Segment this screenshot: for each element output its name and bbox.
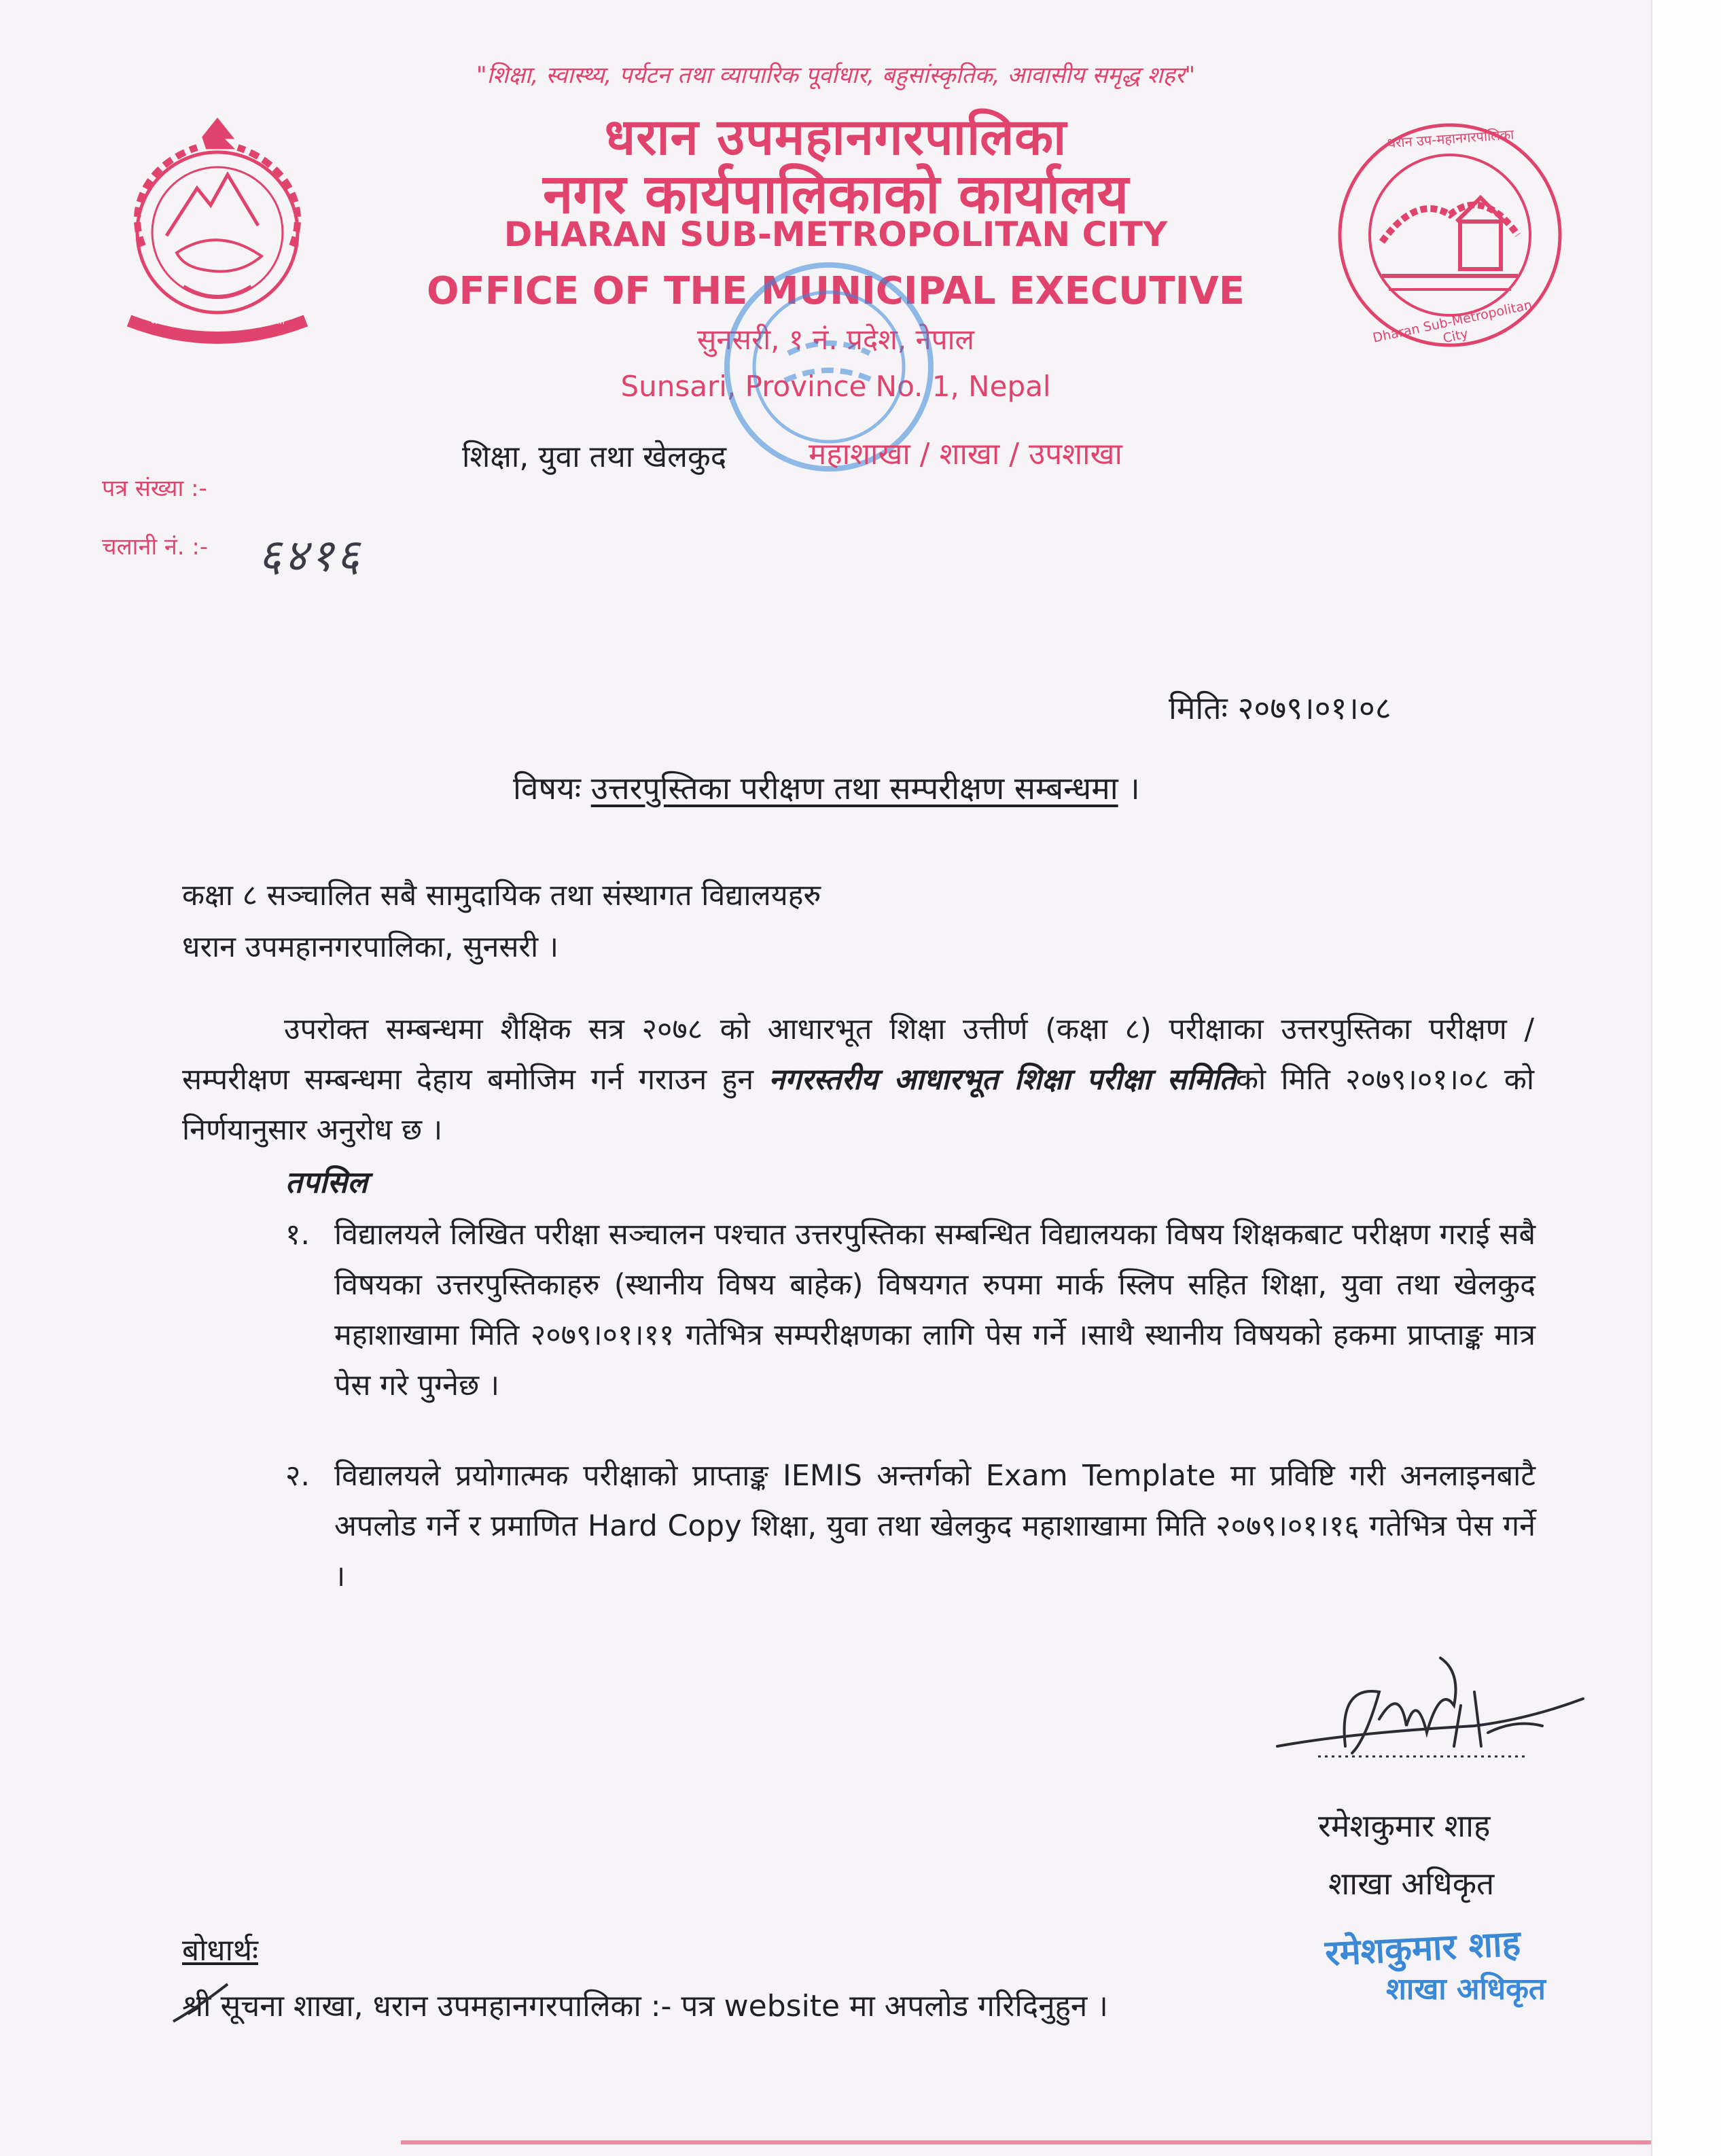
handwritten-signature-icon — [1271, 1644, 1597, 1780]
letterhead-title-np-1: धरान उपमहानगरपालिका — [604, 108, 1067, 166]
list-item-number: १. — [285, 1218, 311, 1252]
list-item — [285, 1209, 1536, 1411]
department-suffix: महाशाखा / शाखा / उपशाखा — [809, 437, 1122, 472]
body-emphasis: नगरस्तरीय आधारभूत शिक्षा परीक्षा समिति — [768, 1063, 1236, 1097]
subject-label: विषयः — [513, 770, 582, 807]
footer-rule — [401, 2140, 1651, 2144]
name-stamp: रमेशकुमार शाह — [1324, 1923, 1522, 1975]
letterhead-address-en: Sunsari, Province No. 1, Nepal — [620, 370, 1051, 403]
cc-line: श्री सूचना शाखा, धरान उपमहानगरपालिका :- पत्र website मा अपलोड गरिदिनुहुन । — [182, 1989, 1108, 2024]
signatory-role: शाखा अधिकृत — [1328, 1865, 1495, 1902]
cc-label: बोधार्थः — [182, 1933, 258, 1968]
seal-label-top: धरान उप-महानगरपालिका — [1387, 126, 1515, 152]
subject-text: उत्तरपुस्तिका परीक्षण तथा सम्परीक्षण सम्बन्धमा — [590, 770, 1118, 807]
subject-line — [513, 766, 1140, 809]
letterhead-title-np-2: नगर कार्यपालिकाको कार्यालय — [543, 162, 1129, 226]
list-item — [285, 1451, 1536, 1602]
body-paragraph — [182, 1004, 1534, 1155]
seal-label-bottom: Dharan Sub-Metropolitan City — [1371, 297, 1533, 347]
pen-tick-icon — [170, 1981, 231, 2028]
addressee-line-2: धरान उपमहानगरपालिका, सुनसरी । — [182, 930, 559, 964]
letter-date: मितिः २०७९।०१।०८ — [1169, 690, 1391, 726]
subject-end: । — [1128, 770, 1140, 807]
signatory-name: रमेशकुमार शाह — [1318, 1807, 1491, 1844]
body-text-end: को मिति २०७९।०१।०८ को निर्णयानुसार अनुरोध छ । — [182, 1063, 1534, 1147]
department-name: शिक्षा, युवा तथा खेलकुद — [462, 440, 727, 474]
list-item-text: विद्यालयले प्रयोगात्मक परीक्षाको प्राप्ताङ्क IEMIS अन्तर्गको Exam Template मा प्रविष्टि गरी अनलाइनबाटै अपलोड गर्ने र प्रमाणित Hard Copy शिक्षा, युवा तथा खेलकुद महाशाखामा मिति २०७९।०१।१६ गतेभित्र पेस गर्ने । — [334, 1459, 1536, 1593]
letterhead-tagline: "शिक्षा, स्वास्थ्य, पर्यटन तथा व्यापारिक पूर्वाधार, बहुसांस्कृतिक, आवासीय समृद्ध शहर" — [476, 62, 1196, 89]
letterhead-title-en-1: DHARAN SUB-METROPOLITAN CITY — [503, 215, 1168, 254]
role-stamp: शाखा अधिकृत — [1386, 1972, 1546, 2007]
letterhead-address-np: सुनसरी, १ नं. प्रदेश, नेपाल — [696, 323, 975, 356]
addressee-line-1: कक्षा ८ सञ्चालित सबै सामुदायिक तथा संस्थागत विद्यालयहरु — [182, 879, 821, 913]
list-item-number: २. — [285, 1459, 311, 1493]
list-item-text: विद्यालयले लिखित परीक्षा सञ्चालन पश्चात उत्तरपुस्तिका सम्बन्धित विद्यालयका विषय शिक्षकबाट परीक्षण गराई सबै विषयका उत्तरपुस्तिकाहरु (स्थानीय विषय बाहेक) विषयगत रुपमा मार्क स्लिप सहित शिक्षा, युवा तथा खेलकुद महाशाखामा मिति २०७९।०१।११ गतेभित्र सम्परीक्षणका लागि पेस गर्ने ।साथै स्थानीय विषयको हकमा प्राप्ताङ्क मात्र पेस गरे पुग्नेछ । — [334, 1218, 1536, 1402]
emblem-caption: जननी जन्मभूमिश्च स्वर्गादपि गरीयसी — [149, 315, 285, 327]
letter-number-label: पत्र संख्या :- — [102, 475, 207, 502]
scan-edge — [1651, 0, 1721, 2156]
letterhead-title-en-2: OFFICE OF THE MUNICIPAL EXECUTIVE — [426, 269, 1245, 313]
dispatch-number-handwritten: ६४१६ — [258, 529, 363, 582]
details-heading: तपसिल — [285, 1165, 368, 1200]
body-text-start: उपरोक्त सम्बन्धमा शैक्षिक सत्र २०७८ को आधारभूत शिक्षा उत्तीर्ण (कक्षा ८) परीक्षाका उत्तरपुस्तिका परीक्षण / सम्परीक्षण सम्बन्धमा देहाय बमोजिम गर्न गराउन हुन — [182, 1012, 1534, 1097]
dispatch-number-label: चलानी नं. :- — [102, 533, 209, 561]
